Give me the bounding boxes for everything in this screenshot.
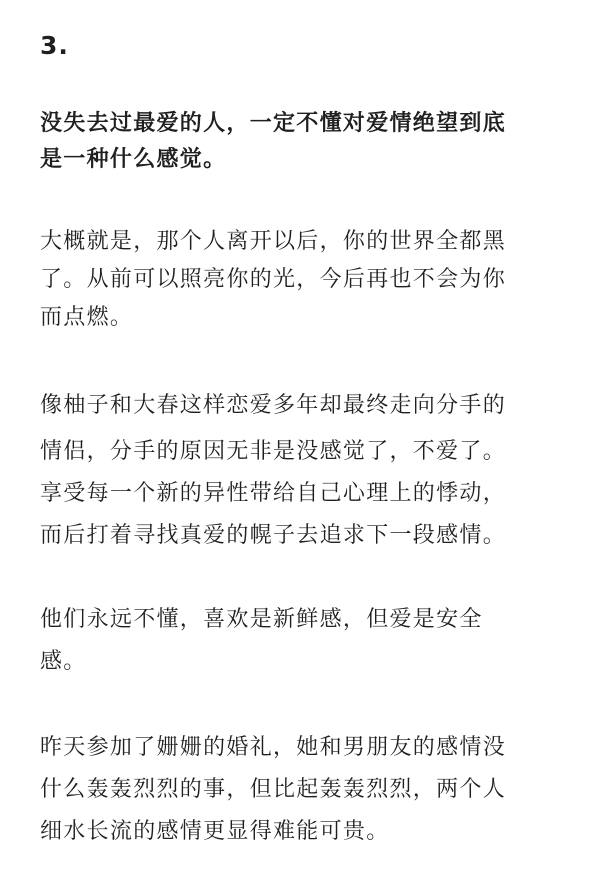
paragraph-2-line-2: 情侣，分手的原因无非是没感觉了，不爱了。: [40, 439, 507, 464]
paragraph-2-line-3: 享受每一个新的异性带给自己心理上的悸动，: [40, 481, 507, 506]
paragraph-4-line-1: 昨天参加了姗姗的婚礼，她和男朋友的感情没: [40, 735, 507, 760]
paragraph-1-line-1: 大概就是，那个人离开以后，你的世界全都黑: [40, 229, 507, 254]
paragraph-3-line-1: 他们永远不懂，喜欢是新鲜感，但爱是安全: [40, 607, 483, 632]
paragraph-3-line-2: 感。: [40, 649, 87, 674]
section-number: 3.: [40, 31, 69, 60]
paragraph-2-line-1: 像柚子和大春这样恋爱多年却最终走向分手的: [40, 393, 507, 418]
heading-line-2: 是一种什么感觉。: [40, 147, 227, 172]
paragraph-1-line-3: 而点燃。: [40, 305, 134, 330]
paragraph-4-line-2: 什么轰轰烈烈的事，但比起轰轰烈烈，两个人: [40, 777, 507, 802]
paragraph-2-line-4: 而后打着寻找真爱的幌子去追求下一段感情。: [40, 523, 507, 548]
heading-line-1: 没失去过最爱的人，一定不懂对爱情绝望到底: [40, 111, 507, 136]
paragraph-4-line-3: 细水长流的感情更显得难能可贵。: [40, 819, 390, 844]
paragraph-1-line-2: 了。从前可以照亮你的光，今后再也不会为你: [40, 267, 507, 292]
